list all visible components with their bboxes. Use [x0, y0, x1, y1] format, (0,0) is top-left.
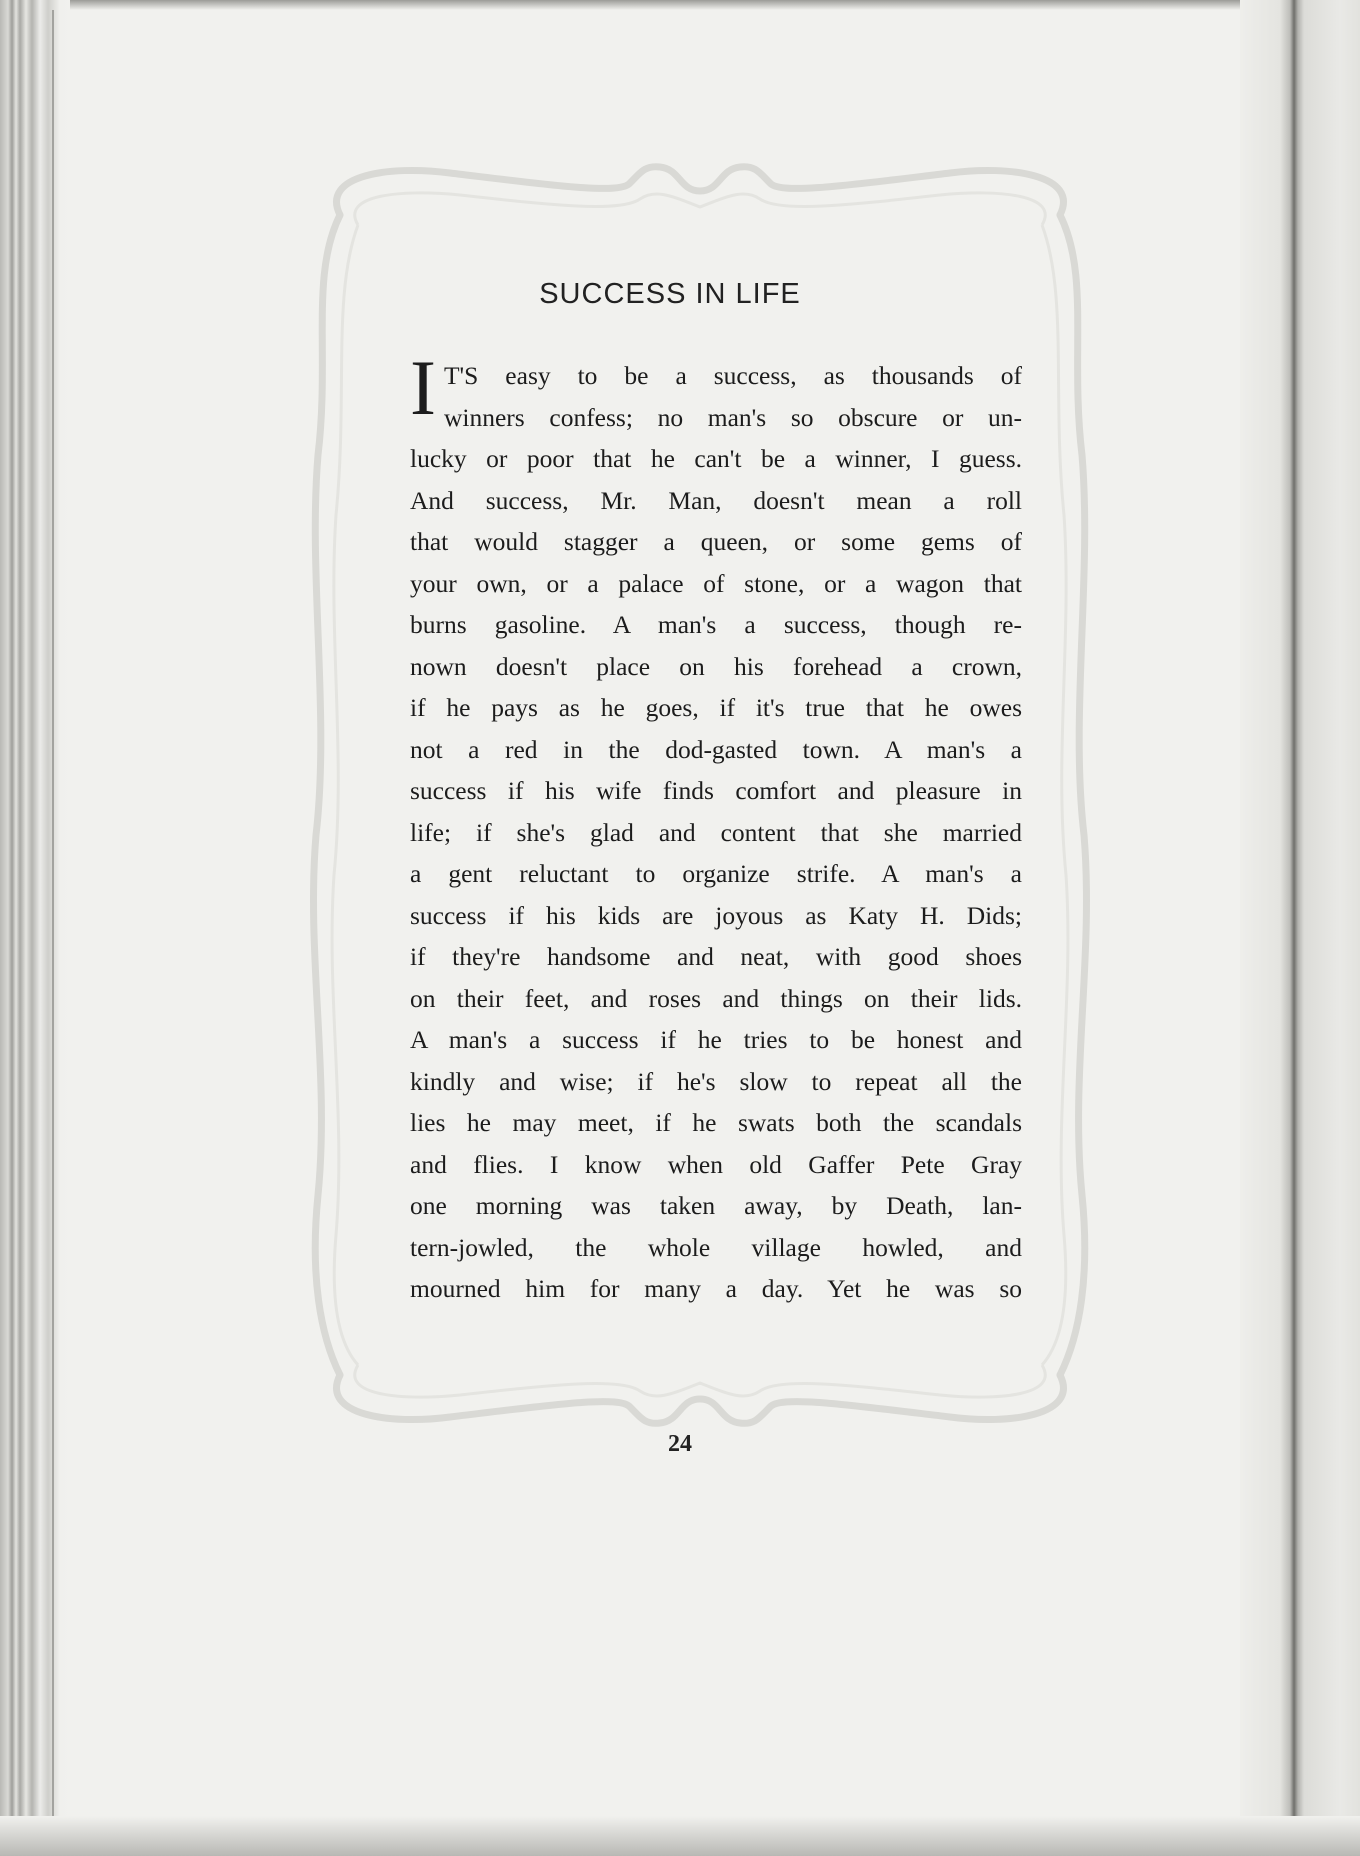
text-line: kindly and wise; if he's slow to repeat all the: [410, 1066, 1022, 1096]
text-line: if they're handsome and neat, with good shoes: [410, 942, 1022, 971]
text-line: your own, or a palace of stone, or a wagon that: [410, 568, 1022, 598]
text-line: nown doesn't place on his forehead a crown,: [410, 651, 1022, 681]
text-line: A man's a success if he tries to be honest and: [410, 1025, 1022, 1054]
page-number: 24: [668, 1431, 692, 1457]
bottom-page-shadow: [0, 1816, 1360, 1856]
text-line: and flies. I know when old Gaffer Pete Gray: [410, 1149, 1022, 1179]
text-line: life; if she's glad and content that she married: [410, 817, 1022, 847]
text-line: one morning was taken away, by Death, lan-: [410, 1191, 1022, 1220]
text-line: that would stagger a queen, or some gems of: [410, 527, 1022, 556]
text-line: tern-jowled, the whole village howled, and: [410, 1232, 1022, 1262]
text-line: if he pays as he goes, if it's true that he owes: [410, 693, 1022, 722]
page-title: SUCCESS IN LIFE: [539, 278, 801, 310]
text-line: success if his wife finds comfort and pleasure in: [410, 776, 1022, 805]
text-line: a gent reluctant to organize strife. A man's a: [410, 859, 1022, 888]
text-line: winners confess; no man's so obscure or un-: [443, 402, 1022, 432]
text-line: T'S easy to be a success, as thousands of: [443, 361, 1022, 390]
text-line: burns gasoline. A man's a success, though re-: [410, 610, 1022, 639]
text-line: lucky or poor that he can't be a winner, I guess.: [410, 444, 1022, 473]
text-line: lies he may meet, if he swats both the scandals: [410, 1108, 1022, 1137]
opening-paragraph-start: [410, 355, 1022, 438]
right-binding-edge: [1240, 0, 1360, 1856]
text-line: success if his kids are joyous as Katy H. Dids;: [410, 900, 1022, 930]
top-page-shadow: [0, 0, 1360, 10]
text-line: mourned him for many a day. Yet he was so: [410, 1274, 1022, 1303]
drop-cap: I: [410, 355, 436, 431]
body-text: [410, 355, 1022, 1310]
text-line: And success, Mr. Man, doesn't mean a roll: [410, 485, 1022, 515]
text-line: not a red in the dod-gasted town. A man's a: [410, 734, 1022, 764]
left-page-edges: [0, 0, 70, 1856]
text-line: on their feet, and roses and things on their lids.: [410, 983, 1022, 1013]
